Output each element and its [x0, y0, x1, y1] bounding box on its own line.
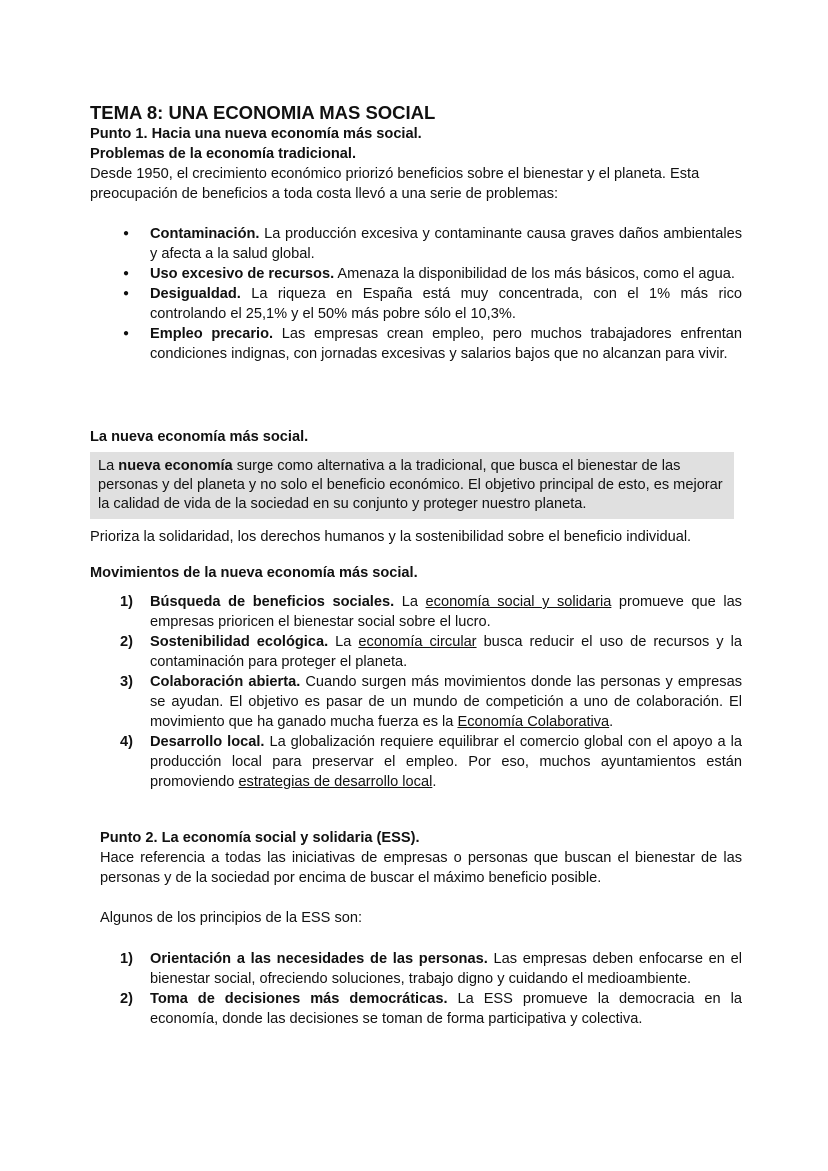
item-text: Las empresas crean empleo, pero muchos trabajadores enfrentan condiciones indignas, con jornadas excesivas y salarios bajos que no alcanzan para vivir. [150, 326, 742, 362]
underlined-term: economía circular [358, 634, 477, 650]
problems-list [90, 224, 742, 364]
list-item [90, 264, 742, 284]
item-term: Búsqueda de beneficios sociales. [150, 594, 395, 610]
list-item [90, 632, 742, 672]
item-term: Uso excesivo de recursos. [150, 266, 335, 282]
item-text: promueve que las empresas prioricen el bienestar social sobre el lucro. [150, 594, 742, 630]
item-number: 4) [120, 734, 133, 750]
list-item [90, 949, 742, 989]
list-item [90, 732, 742, 792]
item-term: Toma de decisiones más democráticas. [150, 991, 448, 1007]
item-text: . [609, 714, 614, 730]
item-term: Contaminación. [150, 226, 260, 242]
highlight-box [90, 452, 734, 519]
principles-intro: Algunos de los principios de la ESS son: [100, 910, 363, 926]
intro-paragraph: Desde 1950, el crecimiento económico priorizó beneficios sobre el bienestar y el planeta. Esta preocupación de beneficios a toda costa llevó a una serie de problemas: [90, 166, 700, 202]
item-text: La [394, 594, 426, 610]
list-item [90, 224, 742, 264]
heading-punto-2: Punto 2. La economía social y solidaria (ESS). [100, 830, 420, 846]
item-number: 3) [120, 674, 133, 690]
item-text: La [328, 634, 359, 650]
item-number: 1) [120, 594, 133, 610]
item-number: 1) [120, 951, 133, 967]
subheading-movimientos: Movimientos de la nueva economía más social. [90, 565, 418, 581]
item-term: Sostenibilidad ecológica. [150, 634, 329, 650]
item-text: busca reducir el uso de recursos y la contaminación para proteger el planeta. [150, 634, 742, 670]
item-text: Cuando surgen más movimientos donde las personas y empresas se ayudan. El objetivo es pasar de un mundo de competición a uno de colaboración. El movimiento que ha ganado mucha fuerza es la [150, 674, 742, 730]
item-text: Las empresas deben enfocarse en el bienestar social, ofreciendo soluciones, trabajo digno y cuidando el medioambiente. [150, 951, 742, 987]
subheading-problemas: Problemas de la economía tradicional. [90, 146, 357, 162]
box-text: La [98, 458, 119, 474]
punto-2-intro: Hace referencia a todas las iniciativas de empresas o personas que buscan el bienestar de las personas y de la sociedad por encima de buscar el máximo beneficio posible. [100, 850, 742, 886]
box-text: surge como alternativa a la tradicional, que busca el bienestar de las personas y del planeta y no solo el beneficio económico. El objetivo principal de esto, es mejorar la calidad de vida de la sociedad en su conjunto y proteger nuestro planeta. [98, 458, 723, 512]
heading-punto-1: Punto 1. Hacia una nueva economía más social. [90, 126, 422, 142]
item-text: La producción excesiva y contaminante causa graves daños ambientales y afecta a la salud global. [150, 226, 742, 262]
item-number: 2) [120, 634, 133, 650]
item-term: Orientación a las necesidades de las personas. [150, 951, 488, 967]
list-item [90, 284, 742, 324]
list-item [90, 672, 742, 732]
list-item [90, 324, 742, 364]
item-term: Desigualdad. [150, 286, 241, 302]
item-term: Desarrollo local. [150, 734, 265, 750]
item-text: Amenaza la disponibilidad de los más básicos, como el agua. [334, 266, 735, 282]
section-punto-1-header [90, 102, 742, 204]
box-bold: nueva economía [118, 458, 233, 474]
underlined-term: economía social y solidaria [425, 594, 612, 610]
movements-list [90, 592, 742, 792]
page-title: TEMA 8: UNA ECONOMIA MAS SOCIAL [90, 102, 436, 123]
principles-list [90, 949, 742, 1029]
item-text: La ESS promueve la democracia en la economía, donde las decisiones se toman de forma participativa y colectiva. [150, 991, 742, 1027]
prioriza-paragraph: Prioriza la solidaridad, los derechos humanos y la sostenibilidad sobre el beneficio individual. [90, 529, 692, 545]
item-text: La globalización requiere equilibrar el comercio global con el apoyo a la producción local para preservar el empleo. Por eso, muchos ayuntamientos están promoviendo [150, 734, 742, 790]
item-text: . [432, 774, 437, 790]
underlined-term: estrategias de desarrollo local [238, 774, 433, 790]
item-number: 2) [120, 991, 133, 1007]
list-item [90, 989, 742, 1029]
section-punto-2 [100, 828, 742, 928]
item-term: Empleo precario. [150, 326, 274, 342]
item-text: La riqueza en España está muy concentrada, con el 1% más rico controlando el 25,1% y el 50% más pobre sólo el 10,3%. [150, 286, 742, 322]
subheading-nueva-economia: La nueva economía más social. [90, 429, 309, 445]
item-term: Colaboración abierta. [150, 674, 301, 690]
underlined-term: Economía Colaborativa [457, 714, 610, 730]
list-item [90, 592, 742, 632]
